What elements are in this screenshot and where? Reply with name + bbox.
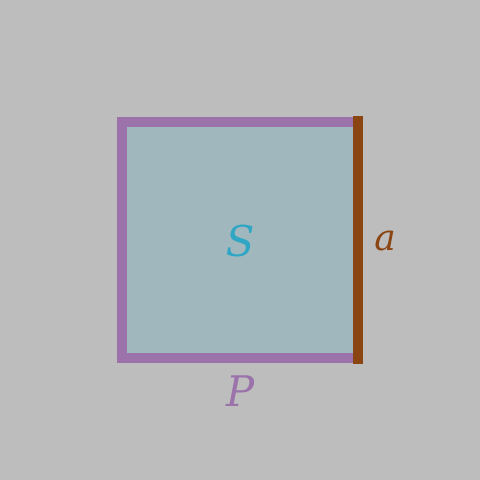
area-label-s: S xyxy=(225,217,255,266)
side-label-a: a xyxy=(374,218,396,259)
perimeter-label-p: P xyxy=(225,367,255,416)
